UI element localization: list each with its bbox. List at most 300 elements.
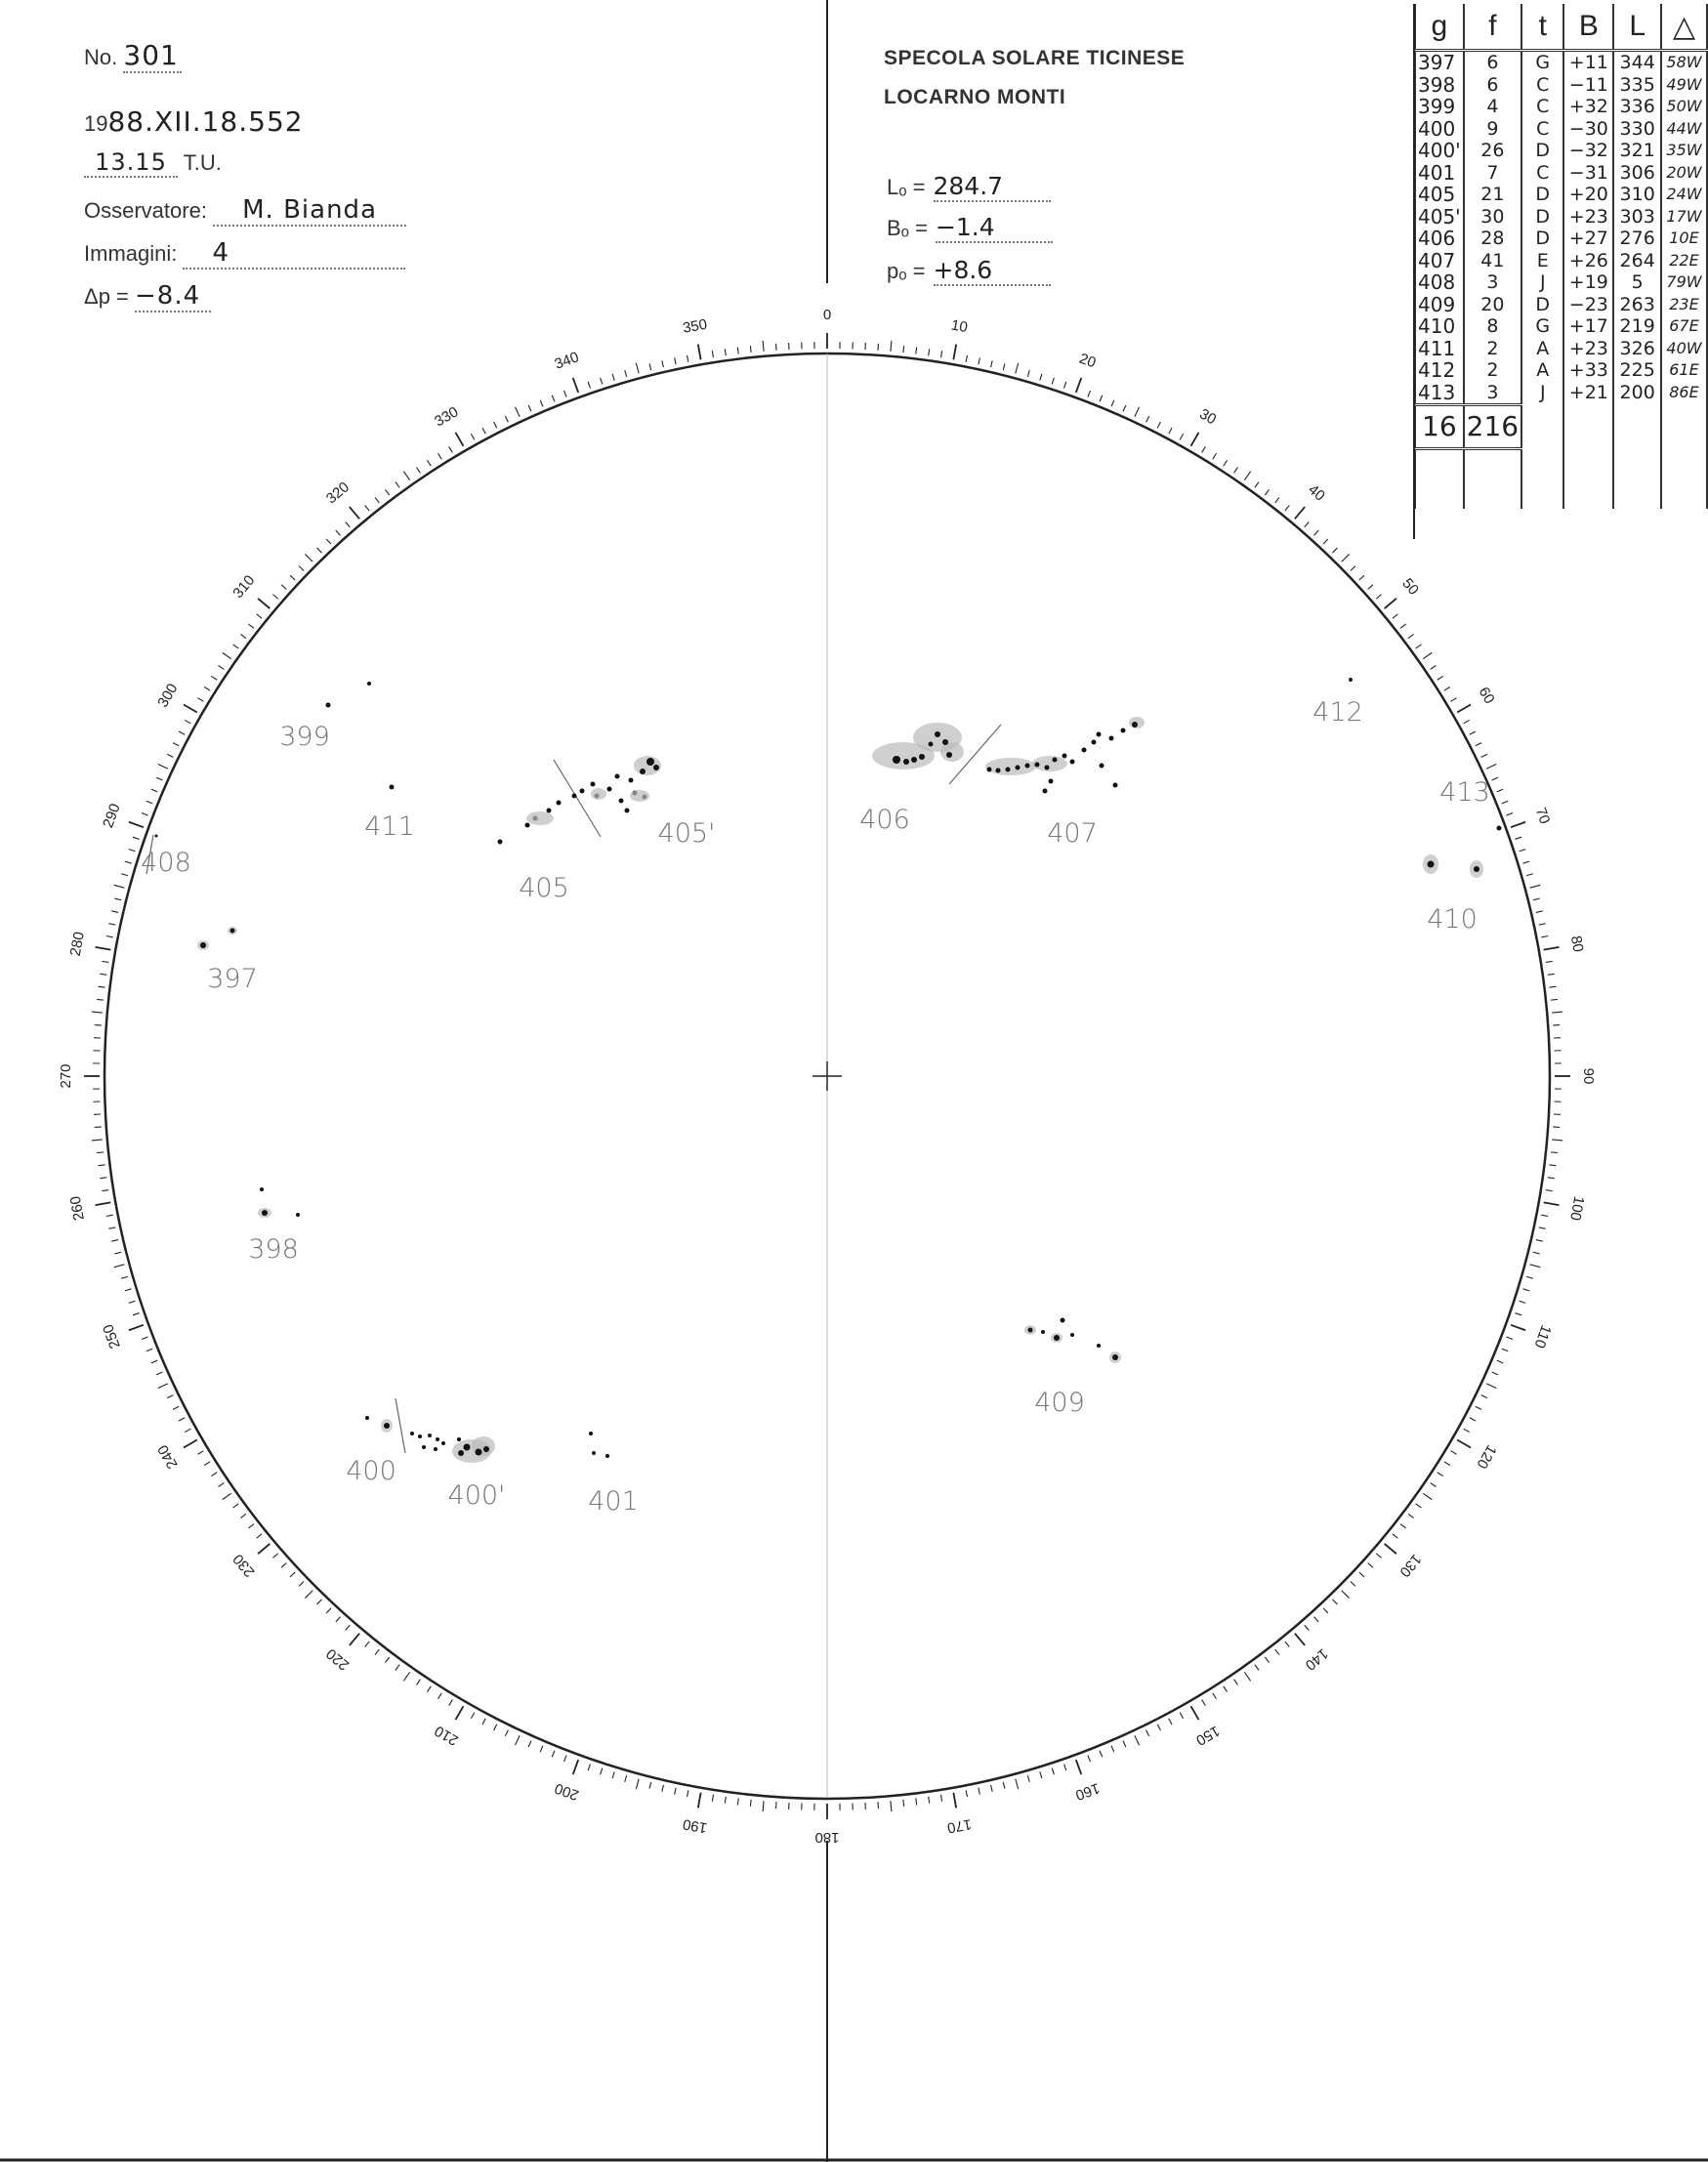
degree-tick [1437, 676, 1443, 680]
degree-tick [1191, 433, 1199, 446]
degree-label: 160 [1072, 1779, 1103, 1804]
degree-tick [1359, 1572, 1364, 1577]
degree-tick [1323, 539, 1328, 544]
degree-tick [1551, 1152, 1558, 1153]
degree-tick [99, 986, 105, 987]
degree-tick [1202, 1700, 1206, 1706]
total-groups: 16 [1415, 405, 1464, 449]
table-cell-g: 400 [1415, 118, 1464, 141]
degree-tick [1305, 521, 1310, 526]
degree-tick [129, 850, 136, 852]
sunspot-umbra [1045, 766, 1050, 770]
group-label: 409 [1034, 1388, 1085, 1418]
degree-tick [1481, 754, 1487, 757]
degree-tick [1076, 378, 1081, 393]
degree-tick [106, 1215, 113, 1216]
sunspot-umbra [911, 757, 917, 763]
degree-tick [185, 1429, 190, 1432]
degree-tick [1040, 1771, 1042, 1778]
degree-tick [449, 1700, 453, 1706]
sunspot-umbra [607, 787, 612, 792]
degree-tick [281, 585, 286, 590]
group-label: 400' [447, 1480, 506, 1511]
table-cell-d: 24W [1661, 184, 1707, 206]
degree-tick [1305, 1625, 1310, 1630]
degree-label: 30 [1196, 405, 1220, 429]
degree-tick [1333, 548, 1338, 553]
degree-label: 300 [154, 681, 182, 711]
sunspot-umbra [987, 768, 992, 772]
degree-tick [219, 1483, 225, 1487]
degree-tick [305, 554, 312, 561]
observatory-location: LOCARNO MONTI [884, 86, 1066, 108]
degree-tick [929, 1797, 930, 1804]
degree-tick [916, 1798, 917, 1805]
degree-tick [449, 446, 453, 452]
degree-tick [1549, 1165, 1556, 1166]
degree-tick [223, 652, 231, 658]
degree-tick [601, 1768, 603, 1775]
degree-tick [1541, 1215, 1548, 1216]
degree-tick [1492, 777, 1498, 780]
sunspot-umbra [422, 1445, 426, 1449]
degree-tick [1507, 813, 1514, 816]
group-label: 397 [207, 964, 258, 994]
table-cell-B: +21 [1563, 382, 1613, 405]
degree-tick [438, 453, 442, 459]
sunspot-umbra [1113, 783, 1118, 788]
degree-tick [375, 497, 379, 503]
images-label: Immagini: [84, 241, 178, 266]
degree-tick [385, 1657, 389, 1663]
group-label: 413 [1439, 777, 1490, 808]
degree-tick [1470, 731, 1476, 734]
table-cell-f: 26 [1464, 140, 1521, 162]
degree-tick [197, 698, 203, 702]
degree-label: 260 [66, 1194, 88, 1223]
sunspot-umbra [646, 758, 654, 766]
degree-tick [929, 349, 930, 355]
table-cell-g: 411 [1415, 338, 1464, 360]
degree-tick [336, 530, 341, 535]
degree-tick [1541, 936, 1548, 937]
degree-tick [1169, 1719, 1172, 1725]
degree-label: 60 [1475, 684, 1498, 707]
table-cell-d: 79W [1661, 271, 1707, 294]
sunspot-umbra [367, 682, 371, 686]
observatory-name: SPECOLA SOLARE TICINESE [884, 47, 1186, 69]
degree-tick [1157, 1725, 1160, 1730]
param-p0-value: +8.6 [934, 256, 1051, 286]
degree-tick [129, 1301, 136, 1303]
sunspot-umbra [434, 1447, 437, 1451]
degree-tick [625, 370, 627, 377]
sunspot-umbra [942, 739, 948, 745]
table-cell-t: G [1521, 51, 1563, 74]
sunspot-umbra [1100, 764, 1104, 769]
time-value: 13.15 [84, 148, 178, 178]
degree-tick [1546, 1190, 1553, 1191]
table-cell-L: 200 [1613, 382, 1661, 405]
sunspot-umbra [441, 1441, 445, 1445]
sunspot-umbra [1112, 1354, 1118, 1360]
sunspot-umbra [1061, 1318, 1065, 1323]
degree-label: 250 [100, 1321, 124, 1351]
degree-tick [1416, 1504, 1422, 1508]
degree-tick [1423, 652, 1432, 658]
degree-tick [1064, 1764, 1066, 1770]
table-cell-B: +26 [1563, 250, 1613, 272]
degree-tick [151, 1360, 157, 1363]
degree-tick [698, 1793, 701, 1809]
sunspot-penumbra [630, 790, 649, 802]
degree-label: 90 [1580, 1067, 1598, 1085]
degree-tick [290, 575, 295, 580]
sunspot-umbra [1070, 1333, 1074, 1337]
degree-tick [953, 1793, 956, 1809]
degree-tick [528, 405, 531, 411]
degree-tick [233, 1504, 239, 1508]
degree-tick [336, 1617, 341, 1622]
degree-tick [317, 1600, 322, 1604]
degree-label: 230 [229, 1551, 259, 1581]
sunspot-umbra [903, 759, 909, 765]
degree-tick [1476, 1406, 1481, 1409]
degree-label: 350 [681, 315, 709, 337]
degree-tick [151, 789, 157, 792]
degree-tick [257, 1534, 262, 1538]
table-cell-g: 412 [1415, 359, 1464, 382]
group-label: 412 [1312, 697, 1363, 728]
degree-tick [953, 345, 956, 360]
degree-tick [92, 1012, 103, 1013]
sunspot-umbra [605, 1454, 609, 1458]
table-cell-f: 8 [1464, 315, 1521, 338]
degree-tick [725, 1797, 726, 1804]
degree-tick [1003, 363, 1005, 370]
degree-tick [133, 1313, 140, 1315]
group-label: 410 [1427, 904, 1478, 935]
degree-tick [114, 1265, 125, 1268]
degree-tick [903, 1800, 904, 1807]
sunspot-umbra [260, 1187, 264, 1191]
sunspot-umbra [418, 1434, 422, 1438]
degree-tick [396, 1665, 399, 1671]
degree-tick [1275, 497, 1279, 503]
degree-tick [121, 1276, 128, 1278]
degree-tick [142, 1337, 148, 1340]
degree-tick [471, 434, 474, 439]
table-cell-f: 2 [1464, 338, 1521, 360]
degree-tick [1552, 1012, 1562, 1013]
degree-tick [675, 1788, 676, 1795]
degree-tick [346, 521, 351, 526]
sunspot-umbra [557, 801, 562, 806]
degree-tick [966, 355, 967, 362]
degree-tick [1169, 428, 1172, 434]
degree-tick [167, 754, 173, 757]
table-cell-g: 399 [1415, 96, 1464, 118]
degree-label: 310 [229, 571, 259, 602]
degree-label: 270 [57, 1063, 74, 1089]
degree-tick [350, 1634, 359, 1645]
degree-label: 210 [432, 1722, 462, 1749]
degree-tick [1333, 1600, 1338, 1604]
degree-tick [1351, 1582, 1355, 1587]
table-cell-B: +19 [1563, 271, 1613, 294]
degree-tick [649, 1782, 651, 1789]
sunspot-umbra [1474, 866, 1479, 872]
degree-tick [211, 676, 217, 680]
degree-tick [750, 346, 751, 353]
degree-label: 330 [432, 403, 462, 431]
observer-label: Osservatore: [84, 198, 207, 223]
sunspot-umbra [625, 809, 630, 813]
sunspot-umbra [619, 799, 624, 804]
table-cell-g: 400' [1415, 140, 1464, 162]
sunspot-umbra [1062, 754, 1067, 759]
table-cell-d: 49W [1661, 74, 1707, 97]
degree-label: 220 [322, 1644, 353, 1674]
degree-label: 130 [1396, 1551, 1425, 1581]
degree-tick [891, 341, 892, 352]
sunspot-umbra [457, 1437, 461, 1441]
param-L0-value: 284.7 [934, 172, 1051, 202]
degree-tick [99, 1165, 105, 1166]
sunspot-umbra [1043, 789, 1048, 794]
degree-tick [92, 1140, 103, 1141]
degree-tick [204, 687, 210, 691]
separator-400 [396, 1398, 405, 1453]
degree-label: 80 [1566, 934, 1587, 954]
degree-tick [1202, 446, 1206, 452]
degree-tick [482, 428, 485, 434]
degree-tick [1457, 705, 1471, 713]
group-label: 405' [657, 818, 716, 849]
degree-tick [573, 1760, 578, 1774]
param-L0-label: Lₒ = [887, 175, 926, 199]
table-cell-t: D [1521, 206, 1563, 229]
degree-tick [737, 1798, 738, 1805]
degree-tick [1520, 850, 1526, 852]
degree-tick [1470, 1418, 1476, 1421]
degree-tick [173, 743, 179, 746]
degree-tick [1368, 1563, 1373, 1568]
degree-tick [146, 1349, 152, 1351]
degree-tick [482, 1719, 485, 1725]
sunspot-umbra [1121, 728, 1126, 733]
degree-tick [1146, 416, 1149, 422]
table-cell-L: 306 [1613, 162, 1661, 185]
degree-tick [991, 360, 993, 367]
table-cell-f: 20 [1464, 294, 1521, 316]
degree-tick [365, 506, 369, 511]
degree-tick [240, 1514, 246, 1518]
degree-tick [317, 548, 322, 553]
degree-tick [1451, 698, 1457, 702]
degree-tick [1408, 1514, 1414, 1518]
table-cell-t: C [1521, 74, 1563, 97]
degree-tick [272, 595, 277, 600]
sunspot-umbra [996, 769, 1001, 773]
degree-tick [1123, 405, 1126, 411]
degree-tick [564, 391, 567, 397]
degree-tick [102, 961, 108, 962]
degree-tick [233, 644, 239, 648]
degree-tick [941, 351, 942, 357]
degree-tick [100, 974, 106, 975]
degree-label: 240 [154, 1441, 182, 1472]
degree-tick [1544, 1202, 1560, 1205]
degree-tick [552, 395, 555, 401]
group-labels [141, 697, 1490, 1517]
degree-tick [416, 468, 420, 474]
degree-tick [185, 720, 190, 723]
delta-p-label: Δp = [84, 284, 129, 309]
sunspot-umbra [946, 752, 952, 758]
sunspot-umbra [1070, 760, 1075, 765]
degree-tick [1052, 1768, 1054, 1775]
degree-tick [158, 1384, 168, 1389]
degree-tick [114, 898, 121, 900]
table-cell-L: 5 [1613, 271, 1661, 294]
degree-tick [427, 1686, 431, 1692]
degree-tick [146, 801, 152, 804]
degree-tick [299, 566, 304, 571]
degree-tick [1511, 822, 1525, 827]
table-cell-f: 9 [1464, 118, 1521, 141]
degree-tick [1393, 1534, 1397, 1538]
degree-tick [1295, 1634, 1305, 1645]
table-cell-d: 20W [1661, 162, 1707, 185]
degree-tick [698, 345, 701, 360]
degree-tick [1423, 1493, 1432, 1499]
sunspot-umbra [893, 756, 900, 764]
table-cell-t: D [1521, 228, 1563, 250]
table-cell-L: 321 [1613, 140, 1661, 162]
date-value: 88.XII.18.552 [107, 105, 304, 138]
table-cell-B: +23 [1563, 338, 1613, 360]
degree-tick [1444, 1462, 1450, 1466]
degree-tick [552, 1751, 555, 1757]
degree-label: 110 [1530, 1322, 1555, 1351]
degree-tick [1400, 1524, 1406, 1528]
degree-tick [763, 341, 764, 352]
degree-tick [156, 1372, 162, 1375]
sunspot-umbra [580, 789, 585, 794]
degree-tick [540, 400, 543, 406]
table-cell-B: −30 [1563, 118, 1613, 141]
degree-tick [1275, 1649, 1279, 1655]
param-B0-value: −1.4 [936, 213, 1053, 243]
sunspot-umbra [640, 769, 646, 774]
date-prefix: 19 [84, 111, 108, 136]
degree-tick [1546, 961, 1553, 962]
sunspot-umbra [464, 1444, 471, 1451]
degree-tick [625, 1775, 627, 1782]
degree-tick [494, 422, 497, 428]
degree-tick [248, 624, 254, 628]
degree-tick [1497, 1360, 1503, 1363]
table-cell-d: 86E [1661, 382, 1707, 405]
sunspot-umbra [436, 1437, 439, 1441]
table-cell-g: 401 [1415, 162, 1464, 185]
table-cell-L: 310 [1613, 184, 1661, 206]
table-cell-f: 30 [1464, 206, 1521, 229]
degree-tick [346, 1625, 351, 1630]
degree-label: 180 [814, 1829, 840, 1847]
degree-tick [1511, 1325, 1525, 1330]
table-cell-L: 326 [1613, 338, 1661, 360]
degree-tick [179, 1418, 185, 1421]
degree-tick [1064, 382, 1066, 389]
degree-tick [750, 1800, 751, 1807]
degree-tick [281, 1563, 286, 1568]
sunspot-umbra [1132, 722, 1138, 728]
degree-tick [903, 346, 904, 353]
degree-tick [737, 348, 738, 354]
degree-tick [588, 1764, 590, 1770]
degree-tick [456, 433, 464, 446]
table-cell-L: 335 [1613, 74, 1661, 97]
sunspot-umbra [1006, 768, 1011, 772]
degree-label: 150 [1192, 1722, 1223, 1749]
degree-tick [1213, 453, 1217, 459]
degree-tick [612, 374, 614, 381]
sunspot-umbra [919, 754, 925, 760]
table-cell-f: 3 [1464, 271, 1521, 294]
degree-tick [1157, 422, 1160, 428]
degree-tick [1003, 1782, 1005, 1789]
table-cell-L: 303 [1613, 206, 1661, 229]
sunspot-umbra [1025, 764, 1030, 769]
degree-tick [111, 1240, 118, 1242]
degree-tick [1191, 1706, 1199, 1720]
table-cell-g: 405 [1415, 184, 1464, 206]
table-cell-B: +11 [1563, 51, 1613, 74]
sunspot-umbra [1097, 1344, 1101, 1348]
degree-tick [1100, 395, 1103, 401]
degree-tick [111, 911, 118, 913]
degree-tick [564, 1756, 567, 1763]
delta-p-value: −8.4 [135, 281, 211, 312]
degree-tick [1544, 947, 1560, 950]
degree-tick [1027, 1775, 1029, 1782]
table-cell-g: 408 [1415, 271, 1464, 294]
degree-tick [211, 1473, 217, 1476]
degree-tick [573, 378, 578, 393]
group-label: 408 [141, 848, 191, 878]
sunspot-umbra [1428, 861, 1435, 868]
degree-tick [1213, 1693, 1217, 1699]
table-cell-B: +27 [1563, 228, 1613, 250]
sunspot-umbra [589, 1432, 593, 1435]
degree-label: 340 [552, 349, 582, 373]
table-cell-g: 409 [1415, 294, 1464, 316]
degree-tick [1481, 1395, 1487, 1398]
degree-tick [636, 1779, 639, 1790]
sunspot-umbra [155, 835, 158, 838]
table-cell-L: 330 [1613, 118, 1661, 141]
sunspot-umbra [384, 1423, 390, 1429]
table-cell-f: 2 [1464, 359, 1521, 382]
table-cell-t: J [1521, 382, 1563, 405]
degree-tick [106, 936, 113, 937]
degree-tick [1539, 1227, 1546, 1228]
degree-label: 320 [322, 478, 353, 508]
table-cell-d: 40W [1661, 338, 1707, 360]
table-cell-L: 219 [1613, 315, 1661, 338]
